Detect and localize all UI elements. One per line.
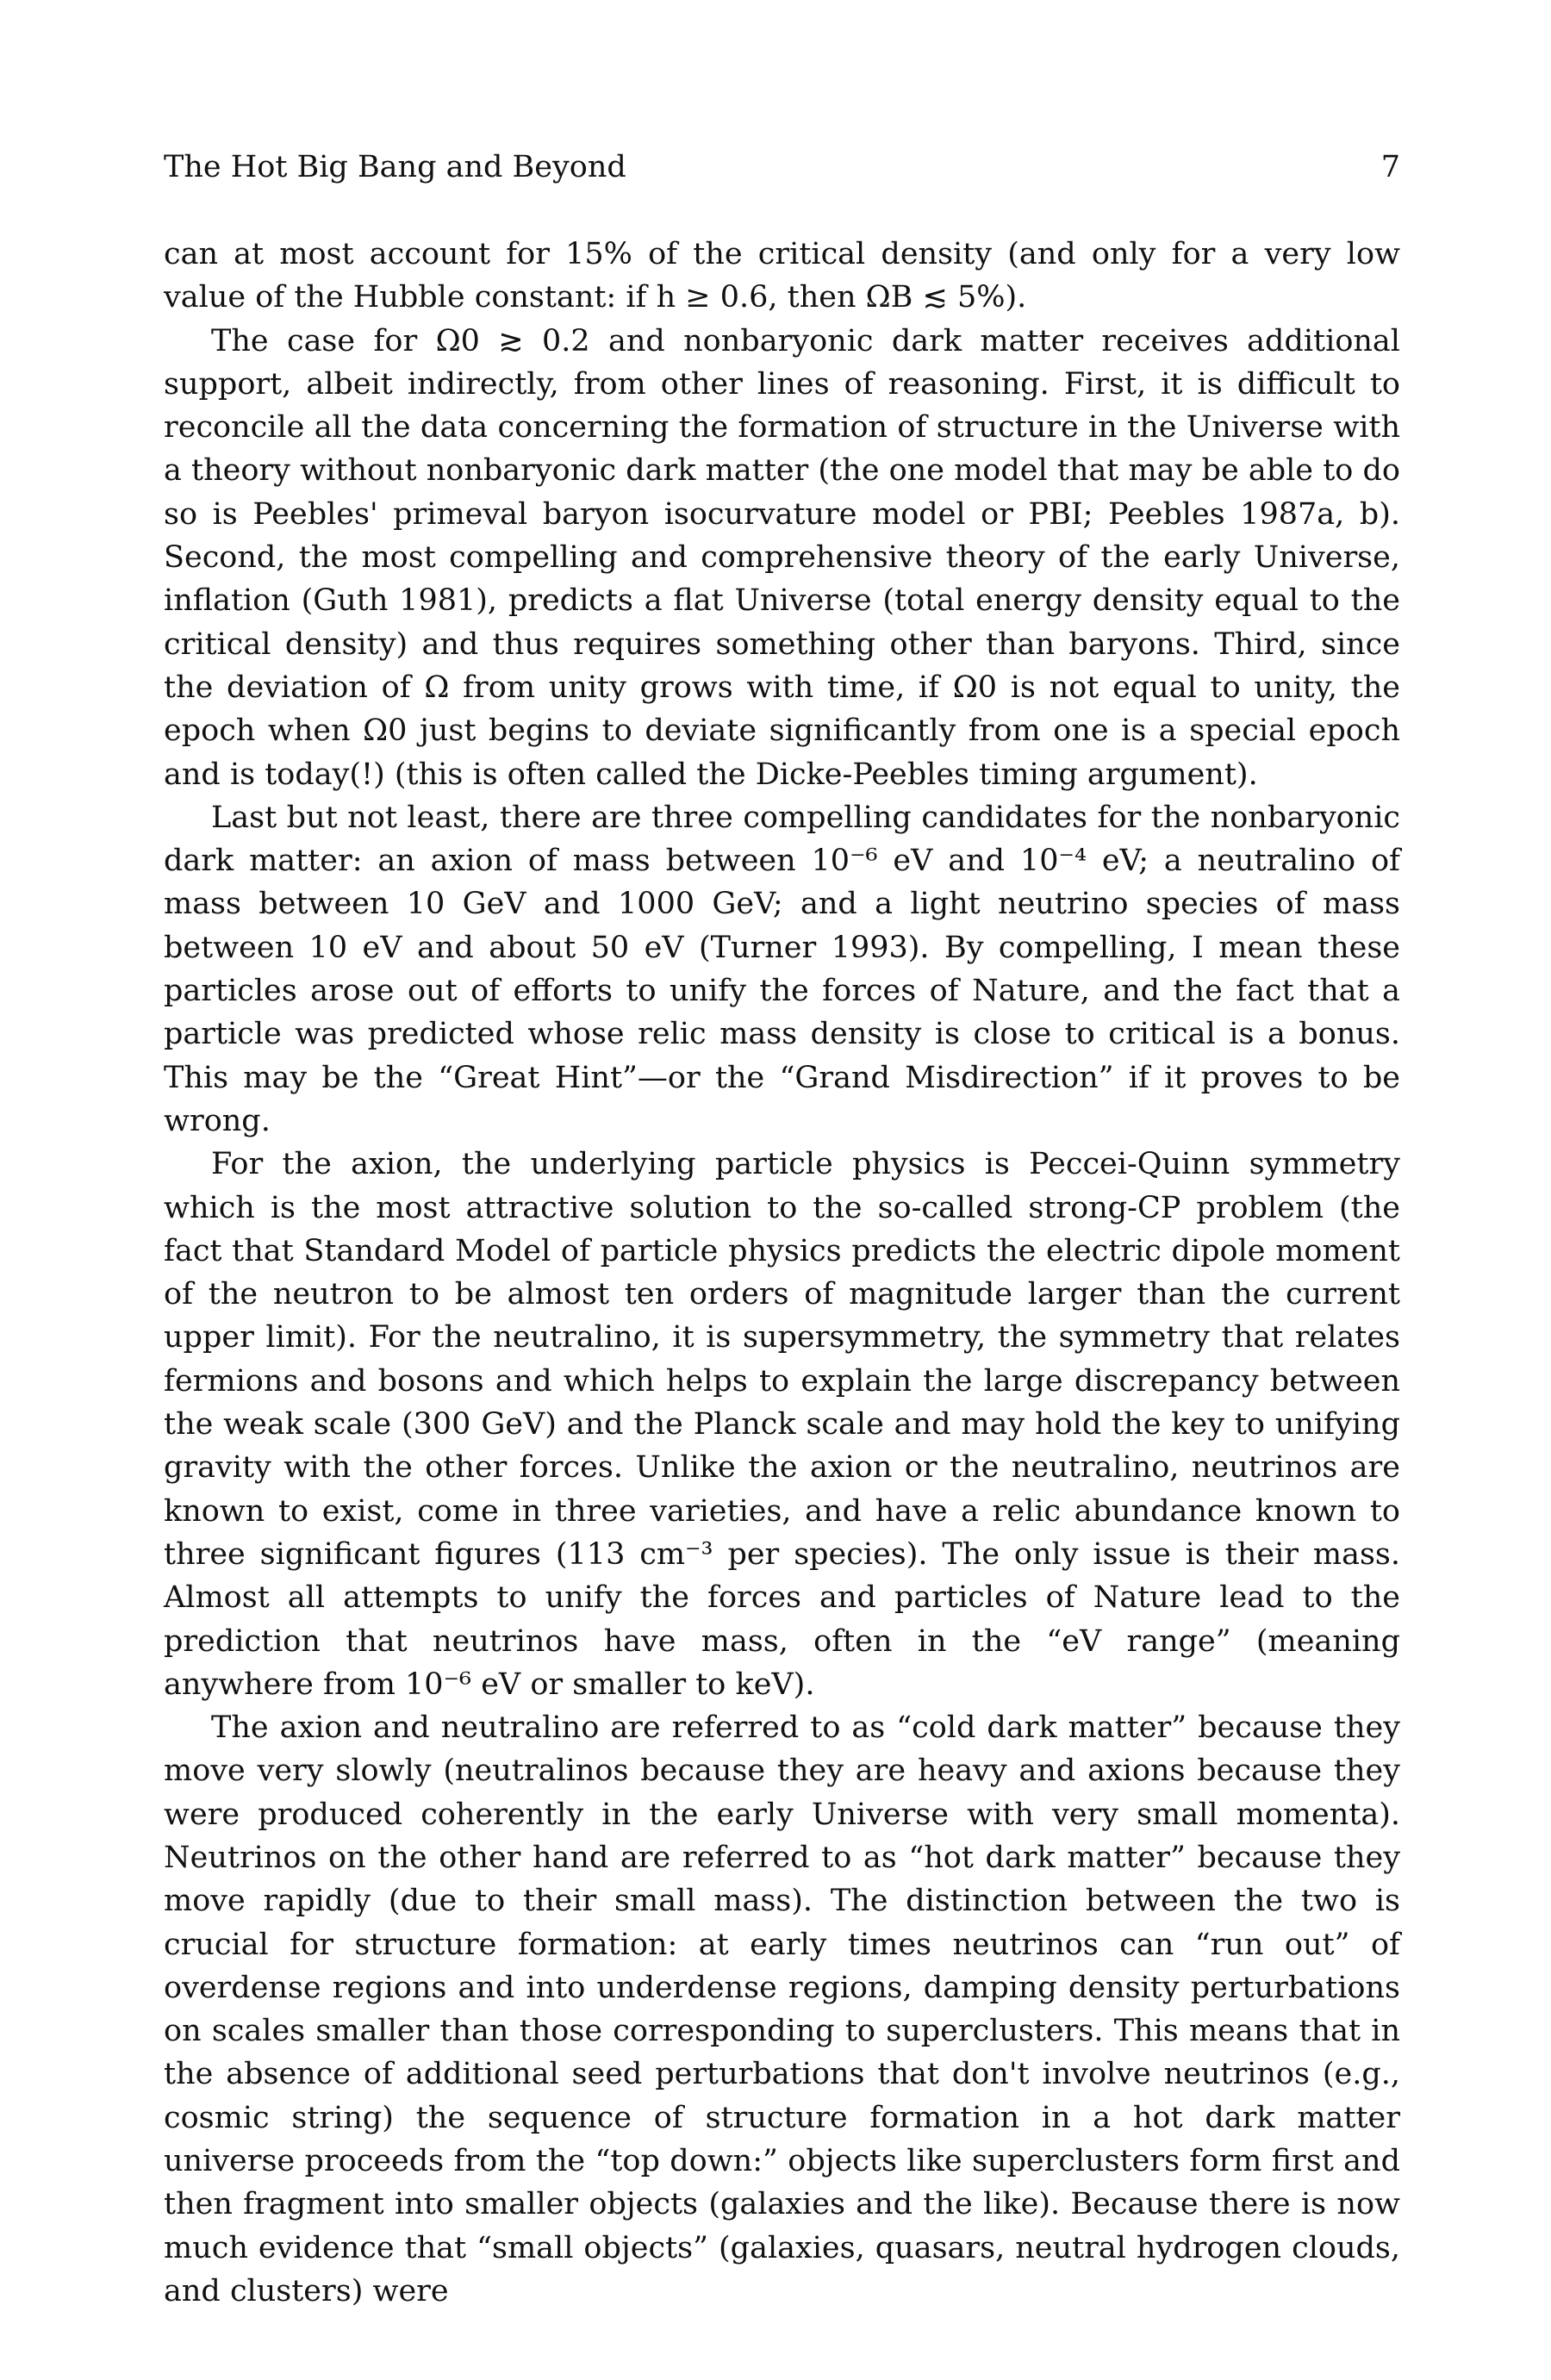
paragraph-axion-neutralino: For the axion, the underlying particle physics is Peccei-Quinn symmetry which is the most attractive solution to the so-called strong-CP problem (the fact that Standard Model of particle physics predicts the electric dipole moment of the neutron to be almost ten orders of magnitude larger than the current upper limit). For the neutralino, it is supersymmetry, the symmetry that relates fermions and bosons and which helps to explain the large discrepancy between the weak scale (300 GeV) and the Planck scale and may hold the key to unifying gravity with the other forces. Unlike the axion or the neutralino, neutrinos are known to exist, come in three varieties, and have a relic abundance known to three significant figures (113 cm⁻³ per species). The only issue is their mass. Almost all attempts to unify the forces and particles of Nature lead to the prediction that neutrinos have mass, often in the “eV range” (meaning anywhere from 10⁻⁶ eV or smaller to keV). bbox=[164, 1147, 1400, 1702]
page-number: 7 bbox=[1380, 150, 1400, 184]
paragraph-case-for-omega: The case for Ω0 ≳ 0.2 and nonbaryonic dark matter receives additional support, albeit indirectly, from other lines of reasoning. First, it is difficult to reconcile all the data concerning the formation of structure in the Universe with a theory without nonbaryonic dark matter (the one model that may be able to do so is Peebles' primeval baryon isocurvature model or PBI; Peebles 1987a, b). Second, the most compelling and comprehensive theory of the early Universe, inflation (Guth 1981), predicts a flat Universe (total energy density equal to the critical density) and thus requires something other than baryons. Third, since the deviation of Ω from unity grows with time, if Ω0 is not equal to unity, the epoch when Ω0 just begins to deviate significantly from one is a special epoch and is today(!) (this is often called the Dicke-Peebles timing argument). bbox=[164, 323, 1400, 792]
running-title: The Hot Big Bang and Beyond bbox=[164, 150, 626, 184]
running-head bbox=[164, 146, 1400, 188]
paragraph-continuation: can at most account for 15% of the critical density (and only for a very low value of the Hubble constant: if h ≥ 0.6, then ΩB ≲ 5%). bbox=[164, 237, 1400, 315]
body-text bbox=[164, 233, 1400, 2313]
paragraph-cold-hot-dark-matter: The axion and neutralino are referred to as “cold dark matter” because they move very slowly (neutralinos because they are heavy and axions because they were produced coherently in the early Universe with very small momenta). Neutrinos on the other hand are referred to as “hot dark matter” because they move rapidly (due to their small mass). The distinction between the two is crucial for structure formation: at early times neutrinos can “run out” of overdense regions and into underdense regions, damping density perturbations on scales smaller than those corresponding to superclusters. This means that in the absence of additional seed perturbations that don't involve neutrinos (e.g., cosmic string) the sequence of structure formation in a hot dark matter universe proceeds from the “top down:” objects like superclusters form first and then fragment into smaller objects (galaxies and the like). Because there is now much evidence that “small objects” (galaxies, quasars, neutral hydrogen clouds, and clusters) were bbox=[164, 1710, 1400, 2308]
page bbox=[164, 146, 1400, 2313]
paragraph-candidates: Last but not least, there are three compelling candidates for the nonbaryonic dark matter: an axion of mass between 10⁻⁶ eV and 10⁻⁴ eV; a neutralino of mass between 10 GeV and 1000 GeV; and a light neutrino species of mass between 10 eV and about 50 eV (Turner 1993). By compelling, I mean these particles arose out of efforts to unify the forces of Nature, and the fact that a particle was predicted whose relic mass density is close to critical is a bonus. This may be the “Great Hint”—or the “Grand Misdirection” if it proves to be wrong. bbox=[164, 800, 1400, 1138]
